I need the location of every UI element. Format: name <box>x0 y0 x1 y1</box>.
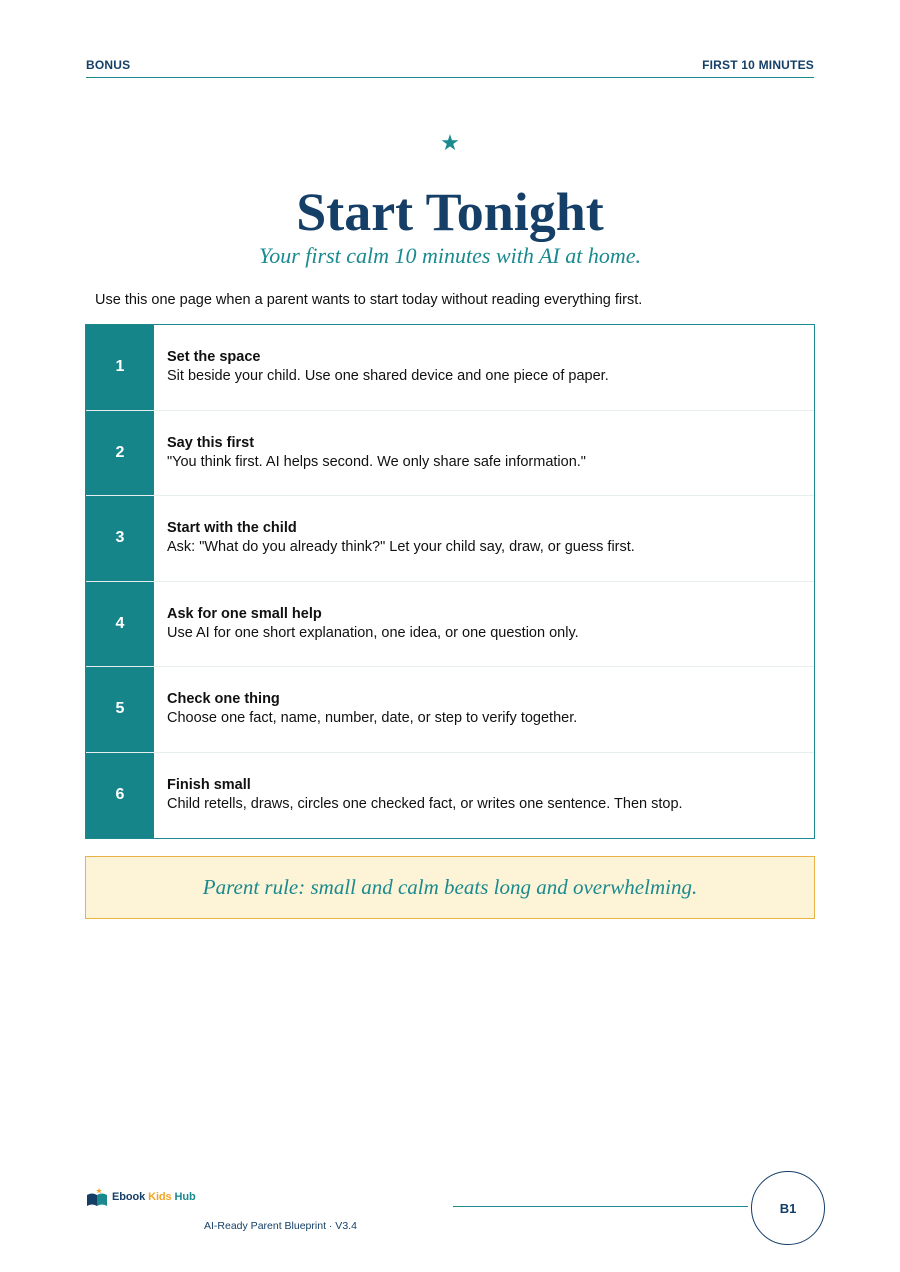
logo-word-hub: Hub <box>174 1191 196 1203</box>
step-title: Finish small <box>167 777 251 794</box>
step-description: Ask: "What do you already think?" Let your child say, draw, or guess first. <box>167 539 635 556</box>
page-number-badge: B1 <box>751 1171 825 1245</box>
step-title: Start with the child <box>167 520 297 537</box>
steps-list <box>85 324 815 839</box>
step-description: Sit beside your child. Use one shared device and one piece of paper. <box>167 368 609 385</box>
step-row <box>86 667 814 753</box>
page-header <box>86 58 814 78</box>
step-body <box>167 411 804 496</box>
step-row <box>86 753 814 839</box>
brand-logo <box>85 1186 196 1208</box>
parent-rule-callout: Parent rule: small and calm beats long and overwhelming. <box>85 856 815 919</box>
step-number: 6 <box>86 753 154 839</box>
intro-text: Use this one page when a parent wants to start today without reading everything first. <box>95 292 643 308</box>
step-description: Use AI for one short explanation, one idea, or one question only. <box>167 624 579 641</box>
step-body <box>167 582 804 667</box>
step-title: Check one thing <box>167 691 280 708</box>
step-body <box>167 667 804 752</box>
step-row <box>86 411 814 497</box>
step-row <box>86 582 814 668</box>
step-description: Child retells, draws, circles one checked fact, or writes one sentence. Then stop. <box>167 796 683 813</box>
page-title: Start Tonight <box>296 182 604 242</box>
star-icon: ★ <box>440 130 460 155</box>
step-description: Choose one fact, name, number, date, or step to verify together. <box>167 710 578 727</box>
step-body <box>167 325 804 410</box>
step-body <box>167 753 804 839</box>
footer-book-title: AI-Ready Parent Blueprint · V3.4 <box>204 1220 357 1232</box>
header-section-label: BONUS <box>86 58 131 72</box>
step-title: Set the space <box>167 349 261 366</box>
page-subtitle: Your first calm 10 minutes with AI at home. <box>259 243 641 268</box>
step-number: 4 <box>86 582 154 667</box>
logo-word-kids: Kids <box>148 1191 172 1203</box>
step-row <box>86 325 814 411</box>
step-body <box>167 496 804 581</box>
step-description: "You think first. AI helps second. We only share safe information." <box>167 453 586 470</box>
logo-word-ebook: Ebook <box>112 1191 146 1203</box>
step-row <box>86 496 814 582</box>
step-number: 2 <box>86 411 154 496</box>
step-number: 5 <box>86 667 154 752</box>
step-number: 3 <box>86 496 154 581</box>
step-title: Ask for one small help <box>167 605 322 622</box>
footer-divider <box>453 1206 748 1207</box>
step-number: 1 <box>86 325 154 410</box>
open-book-icon <box>85 1187 109 1207</box>
header-chapter-label: FIRST 10 MINUTES <box>702 58 814 72</box>
step-title: Say this first <box>167 434 255 451</box>
